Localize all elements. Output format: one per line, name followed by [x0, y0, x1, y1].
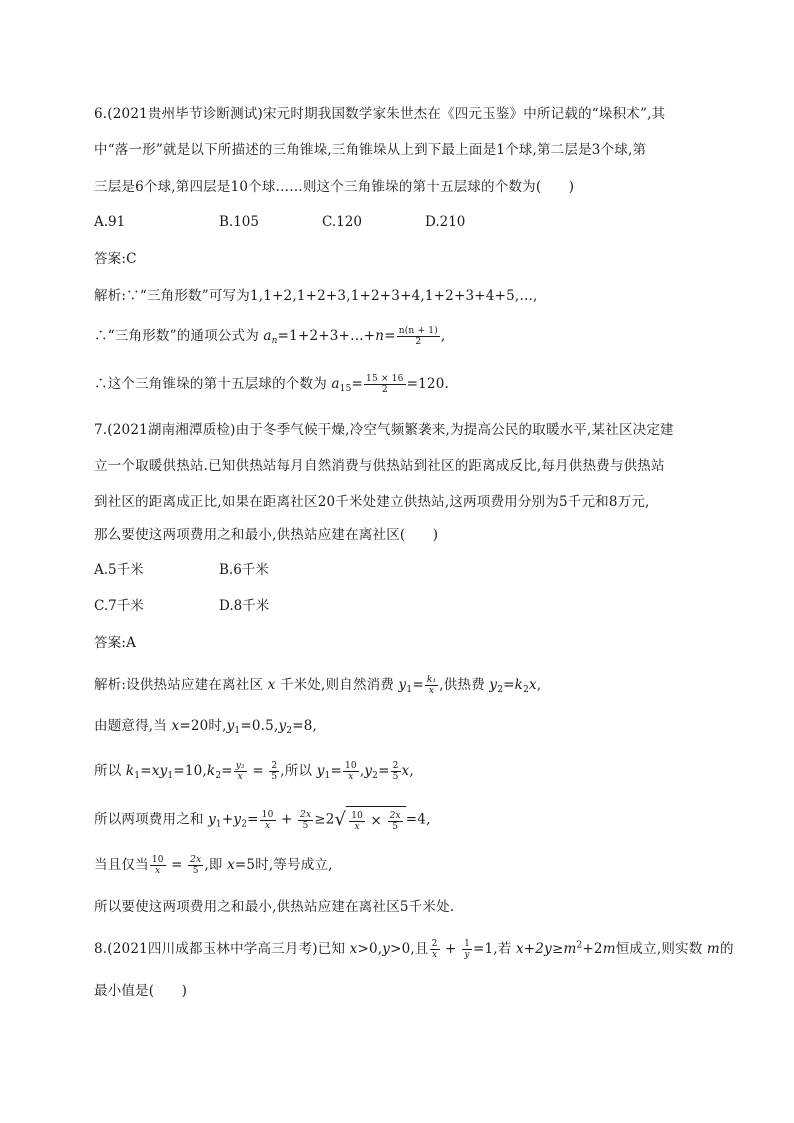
math-var: x	[529, 677, 537, 693]
q8-stem-line1	[94, 939, 734, 960]
q6-explanation-line2	[94, 326, 714, 347]
subscript: 15	[339, 384, 352, 394]
text: 恒成立,则实数	[615, 941, 707, 957]
fraction	[388, 811, 403, 832]
fraction	[397, 326, 440, 347]
text: =	[384, 328, 396, 344]
text: ×	[366, 813, 387, 829]
fraction-numerator: 2	[431, 939, 438, 949]
q6-option-b: B.105	[219, 214, 259, 230]
math-var: y	[226, 718, 235, 734]
q7-answer: 答案:A	[94, 635, 137, 651]
fraction-denominator: x	[264, 820, 271, 831]
math-var: k	[514, 677, 524, 693]
math-var: y	[233, 811, 242, 828]
math-var: a	[331, 376, 340, 392]
text: 所以两项费用之和	[94, 811, 209, 828]
fraction-denominator: x	[428, 686, 435, 696]
q7-stem-line4: 那么要使这两项费用之和最小,供热站应建在离社区( )	[94, 527, 439, 543]
fraction	[364, 374, 406, 395]
fraction	[462, 939, 472, 960]
fraction-denominator: y	[464, 950, 470, 960]
q6-stem-line2: 中“落一形”就是以下所描述的三角锥垛,三角锥垛从上到下最上面是1个球,第二层是3个球,第	[94, 142, 647, 158]
math-var: a	[263, 328, 272, 344]
text: 8.(2021四川成都玉林中学高三月考)已知	[94, 941, 350, 957]
text: ,	[359, 763, 365, 779]
fraction	[150, 855, 166, 876]
math-var: x	[227, 857, 235, 873]
math-var: y	[278, 718, 287, 734]
text: =0.5,	[240, 718, 279, 734]
fraction-denominator: 5	[392, 772, 399, 782]
text: =	[351, 376, 364, 392]
math-var: xy	[151, 763, 168, 779]
math-var: m	[602, 941, 616, 957]
math-var: y	[208, 811, 216, 828]
fraction-denominator: 5	[192, 866, 199, 876]
subscript: 2	[372, 771, 379, 781]
subscript: 2	[497, 685, 504, 695]
q7-option-a: A.5千米	[94, 562, 144, 578]
text: =8,	[292, 718, 317, 734]
q8-stem-line2: 最小值是( )	[94, 983, 188, 999]
radical-sign: √	[334, 809, 347, 830]
fraction-numerator: 2x	[190, 855, 202, 865]
math-var: k	[206, 763, 216, 779]
math-expression: x+2y	[515, 941, 552, 957]
math-var: y	[382, 941, 391, 957]
fraction	[260, 810, 276, 831]
fraction	[234, 761, 247, 782]
q6-option-d: D.210	[425, 214, 466, 230]
q7-explanation-line1	[94, 675, 714, 696]
math-var: k	[125, 763, 135, 779]
fraction-numerator: 10	[261, 809, 274, 820]
q6-option-a: A.91	[94, 214, 126, 230]
fraction-numerator: 10	[151, 855, 164, 865]
text: ,	[536, 677, 542, 693]
text: =120.	[406, 376, 449, 392]
q7-option-d: D.8千米	[219, 598, 270, 614]
fraction-denominator: x	[431, 950, 438, 960]
subscript: 2	[241, 819, 248, 830]
fraction-numerator: 2	[271, 761, 278, 771]
text: =	[330, 763, 342, 779]
text: ,	[440, 328, 446, 344]
fraction-numerator: k₁	[426, 675, 437, 685]
text: =	[378, 763, 390, 779]
q7-stem-line3: 到社区的距离成正比,如果在距离社区20千米处建立供热站,这两项费用分别为5千元和8万元,	[94, 494, 650, 510]
square-root	[335, 806, 406, 834]
text: ∴这个三角锥垛的第十五层球的个数为	[94, 376, 332, 392]
math-var: y	[398, 677, 407, 693]
text: +	[440, 941, 462, 957]
text: ,所以	[280, 763, 317, 779]
fraction-numerator: 15 × 16	[366, 374, 404, 384]
subscript: 1	[167, 771, 174, 781]
q7-option-c: C.7千米	[94, 598, 144, 614]
text: ,	[409, 763, 414, 779]
math-var: m	[706, 941, 720, 957]
fraction	[430, 939, 440, 960]
q7-explanation-line3	[94, 761, 714, 782]
subscript: 1	[215, 819, 222, 830]
text: +2	[582, 941, 603, 957]
text: =	[221, 763, 233, 779]
text: 由题意得,当	[94, 718, 172, 734]
subscript: 1	[324, 771, 331, 781]
math-var: x	[401, 763, 410, 779]
q7-explanation-line4	[94, 806, 714, 832]
fraction-denominator: x	[348, 772, 354, 782]
q6-option-c: C.120	[322, 214, 362, 230]
fraction-denominator: 2	[381, 385, 388, 395]
q6-stem-line1: 6.(2021贵州毕节诊断测试)宋元时期我国数学家朱世杰在《四元玉鉴》中所记载的“垛积术”,其	[94, 106, 666, 122]
fraction	[391, 761, 401, 782]
text: 的	[719, 941, 734, 957]
fraction-denominator: 2	[415, 337, 422, 347]
subscript: n	[271, 336, 278, 346]
fraction-denominator: x	[155, 866, 161, 876]
text: 解析:设供热站应建在离社区	[94, 677, 268, 693]
subscript: 1	[134, 771, 141, 781]
text: >0,且	[390, 941, 429, 957]
q7-explanation-line2	[94, 716, 714, 736]
fraction-numerator: y₂	[235, 761, 245, 771]
fraction-numerator: n(n + 1)	[398, 326, 438, 336]
q6-stem-line3: 三层是6个球,第四层是10个球……则这个三角锥垛的第十五层球的个数为( )	[94, 179, 575, 195]
text: =10,	[173, 763, 207, 779]
fraction-numerator: 2x	[300, 809, 312, 820]
q7-option-b: B.6千米	[219, 562, 269, 578]
subscript: 2	[523, 685, 529, 695]
subscript: 1	[234, 726, 241, 736]
fraction-numerator: 2x	[389, 811, 401, 821]
text: +	[276, 811, 298, 828]
q7-explanation-line5	[94, 855, 714, 876]
text: =1,若	[473, 941, 516, 957]
math-var: x	[349, 941, 358, 957]
math-var: n	[375, 328, 385, 344]
math-var: y	[316, 763, 325, 779]
text: 所以	[94, 763, 126, 779]
text: 当且仅当	[94, 857, 149, 873]
fraction-denominator: 5	[271, 772, 278, 782]
fraction	[298, 810, 313, 831]
math-var: y	[364, 763, 373, 779]
text: =5时,等号成立,	[234, 857, 333, 873]
subscript: 2	[215, 771, 222, 781]
text: =	[140, 763, 152, 779]
text: ≥2	[314, 811, 335, 828]
fraction-denominator: x	[354, 822, 360, 832]
q7-stem-line2: 立一个取暖供热站.已知供热站每月自然消费与供热站到社区的距离成反比,每月供热费与供热站	[94, 458, 665, 474]
math-var: x	[171, 718, 180, 734]
fraction	[343, 761, 359, 782]
text: =	[412, 677, 424, 693]
superscript: 2	[576, 940, 583, 951]
subscript: 2	[286, 726, 293, 736]
text: ∴“三角形数”的通项公式为	[94, 328, 264, 344]
subscript: 1	[406, 685, 413, 695]
fraction	[269, 761, 279, 782]
math-var: m	[563, 941, 577, 957]
fraction	[349, 811, 365, 832]
fraction-numerator: 10	[344, 761, 357, 771]
fraction-numerator: 10	[351, 811, 364, 821]
text: ,即	[204, 857, 228, 873]
text: =	[247, 763, 269, 779]
text: =20时,	[179, 718, 227, 734]
q7-explanation-line6: 所以要使这两项费用之和最小,供热站应建在离社区5千米处.	[94, 899, 455, 915]
text: =	[166, 857, 188, 873]
fraction-denominator: 5	[302, 820, 309, 831]
text: 千米处,则自然消费	[275, 677, 399, 693]
text: >0,	[357, 941, 383, 957]
text: ≥	[551, 941, 564, 957]
text: =1+2+3+…+	[277, 328, 376, 344]
q6-explanation-line3	[94, 374, 714, 395]
fraction-numerator: 2	[392, 761, 399, 771]
text: =	[503, 677, 515, 693]
q6-answer: 答案:C	[94, 251, 137, 267]
fraction	[188, 855, 203, 876]
radicand	[346, 806, 406, 834]
math-var: x	[267, 677, 276, 693]
text: ,供热费	[439, 677, 490, 693]
q6-explanation-line1: 解析:∵“三角形数”可写为1,1+2,1+2+3,1+2+3+4,1+2+3+4+5,…,	[94, 288, 538, 304]
fraction-denominator: 5	[392, 822, 399, 832]
fraction-denominator: x	[237, 772, 243, 782]
math-var: y	[489, 677, 498, 693]
q7-stem-line1: 7.(2021湖南湘潭质检)由于冬季气候干燥,冷空气频繁袭来,为提高公民的取暖水平,某社区决定建	[94, 422, 674, 438]
fraction	[425, 675, 438, 696]
text: =	[247, 811, 259, 828]
text: +	[221, 811, 234, 828]
text: =4,	[405, 811, 431, 828]
fraction-numerator: 1	[464, 939, 470, 949]
